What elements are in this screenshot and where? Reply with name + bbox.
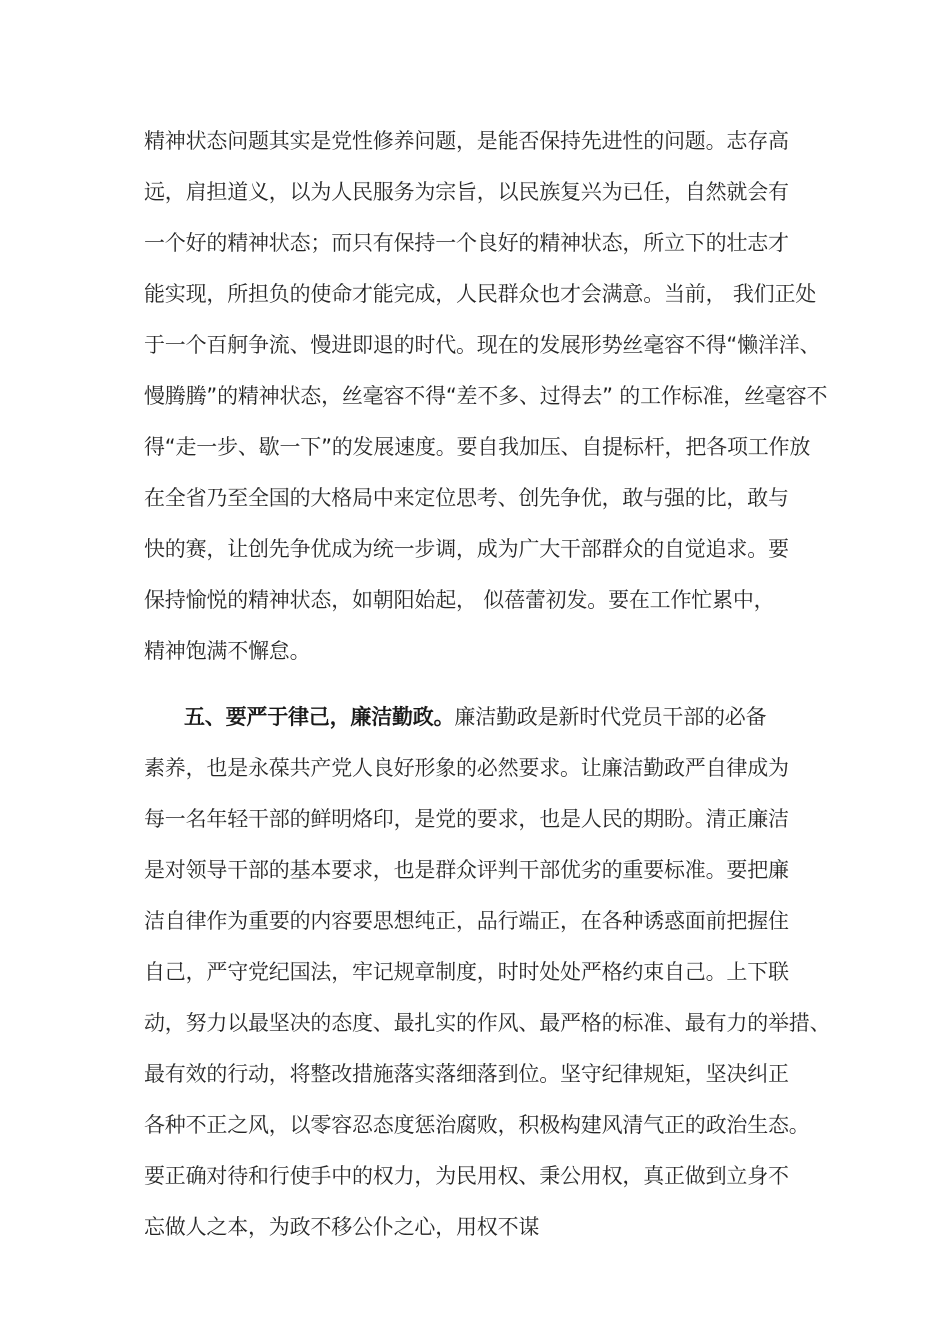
paragraph-2-line-5: 洁自律作为重要的内容要思想纯正，品行端正，在各种诱惑面前把握住 — [144, 909, 789, 933]
paragraph-2-line-8: 最有效的行动，将整改措施落实落细落到位。坚守纪律规矩，坚决纠正 — [144, 1062, 789, 1086]
paragraph-1-line-4: 能实现，所担负的使命才能完成，人民群众也才会满意。当前， 我们正处 — [144, 282, 817, 306]
paragraph-2-line-1-text: 廉洁勤政是新时代党员干部的必备 — [454, 705, 767, 729]
paragraph-2-line-7: 动，努力以最坚决的态度、最扎实的作风、最严格的标准、最有力的举措、 — [144, 1011, 831, 1035]
paragraph-1-line-6: 慢腾腾”的精神状态，丝毫容不得“差不多、过得去” 的工作标准，丝毫容不 — [144, 384, 828, 408]
section-heading: 五、要严于律己，廉洁勤政。 — [184, 705, 455, 729]
paragraph-2-line-1 — [184, 702, 824, 732]
paragraph-2-line-10: 要正确对待和行使手中的权力，为民用权、秉公用权，真正做到立身不 — [144, 1164, 789, 1188]
paragraph-1-line-7: 得“走一步、歇一下”的发展速度。要自我加压、自提标杆，把各项工作放 — [144, 435, 811, 459]
paragraph-2-line-11: 忘做人之本，为政不移公仆之心，用权不谋 — [144, 1215, 540, 1239]
paragraph-1-line-5: 于一个百舸争流、慢进即退的时代。现在的发展形势丝毫容不得“懒洋洋、 — [144, 333, 821, 357]
paragraph-1-line-1: 精神状态问题其实是党性修养问题，是能否保持先进性的问题。志存高 — [144, 129, 789, 153]
paragraph-2-line-3: 每一名年轻干部的鲜明烙印，是党的要求，也是人民的期盼。清正廉洁 — [144, 807, 789, 831]
paragraph-1-line-11: 精神饱满不懈怠。 — [144, 639, 311, 663]
paragraph-1-line-2: 远，肩担道义，以为人民服务为宗旨，以民族复兴为已任，自然就会有 — [144, 180, 789, 204]
paragraph-1-line-8: 在全省乃至全国的大格局中来定位思考、创先争优，敢与强的比，敢与 — [144, 486, 789, 510]
paragraph-1-line-3: 一个好的精神状态；而只有保持一个良好的精神状态，所立下的壮志才 — [144, 231, 789, 255]
paragraph-2-line-2: 素养，也是永葆共产党人良好形象的必然要求。让廉洁勤政严自律成为 — [144, 756, 789, 780]
paragraph-2-line-9: 各种不正之风，以零容忍态度惩治腐败，积极构建风清气正的政治生态。 — [144, 1113, 810, 1137]
paragraph-1-line-9: 快的赛，让创先争优成为统一步调，成为广大干部群众的自觉追求。要 — [144, 537, 789, 561]
paragraph-1-line-10: 保持愉悦的精神状态，如朝阳始起， 似蓓蕾初发。要在工作忙累中， — [144, 588, 775, 612]
paragraph-2-line-4: 是对领导干部的基本要求，也是群众评判干部优劣的重要标准。要把廉 — [144, 858, 789, 882]
paragraph-2-line-6: 自己，严守党纪国法，牢记规章制度，时时处处严格约束自己。上下联 — [144, 960, 789, 984]
